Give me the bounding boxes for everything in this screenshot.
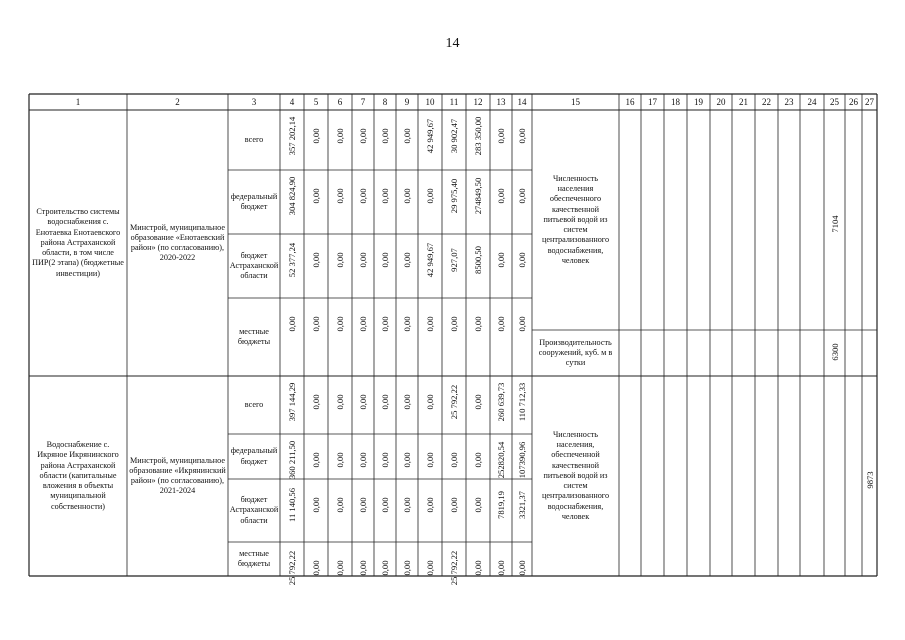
header-cell-6 [328, 94, 352, 110]
indicator-text [535, 376, 616, 576]
budget-value: 107390,96 [517, 441, 527, 479]
budget-value: 0,00 [449, 316, 459, 332]
budget-value: 0,00 [358, 252, 368, 268]
budget-value: 0,00 [311, 452, 321, 468]
budget-value: 0,00 [425, 497, 435, 513]
project-name-text: Строительство системы водоснабжения с. Енотаевка Енотаевского района Астраханской области, в том числе ПИР(2 этапа) (бюджетные инвестиции) [32, 207, 124, 278]
budget-value: 11 140,56 [287, 487, 297, 523]
budget-value: 0,00 [425, 560, 435, 576]
header-cell-16-text: 16 [625, 96, 635, 107]
header-cell-7-text: 7 [360, 96, 366, 107]
budget-value: 0,00 [517, 188, 527, 204]
funding-source-label [229, 376, 279, 434]
header-cell-22 [755, 94, 778, 110]
budget-value: 0,00 [335, 252, 345, 268]
budget-value: 0,00 [358, 316, 368, 332]
header-cell-15 [532, 94, 619, 110]
header-cell-4 [280, 94, 304, 110]
header-cell-10 [418, 94, 442, 110]
header-cell-13-text: 13 [496, 96, 506, 107]
budget-value: 52 377,24 [287, 242, 297, 278]
header-cell-3-text: 3 [251, 96, 257, 107]
header-cell-2 [127, 94, 228, 110]
header-cell-20-text: 20 [716, 96, 726, 107]
funding-source-label-text: бюджет Астраханской области [229, 250, 279, 281]
header-cell-15-text: 15 [571, 96, 580, 107]
project-name [31, 376, 125, 576]
budget-value: 25 792,22 [449, 550, 459, 586]
budget-value: 0,00 [402, 252, 412, 268]
header-cell-21-text: 21 [739, 96, 748, 107]
header-cell-19-text: 19 [694, 96, 703, 107]
header-cell-1-text: 1 [75, 96, 81, 107]
budget-value: 0,00 [311, 394, 321, 410]
project-executor [129, 110, 226, 376]
budget-value: 0,00 [473, 394, 483, 410]
budget-value: 0,00 [380, 497, 390, 513]
header-cell-21 [732, 94, 755, 110]
budget-value: 0,00 [335, 128, 345, 144]
funding-source-label-text: всего [244, 134, 264, 144]
indicator-text-text: Численность населения, обеспеченной качественной питьевой водой из систем централизованного водоснабжения, человек [541, 430, 610, 521]
header-cell-4-text: 4 [289, 96, 295, 107]
budget-value: 0,00 [311, 497, 321, 513]
header-cell-9 [396, 94, 418, 110]
budget-value: 0,00 [449, 497, 459, 513]
indicator-value: 7104 [829, 215, 840, 233]
budget-value: 8500,50 [473, 246, 483, 274]
header-cell-11 [442, 94, 466, 110]
header-cell-24 [800, 94, 824, 110]
indicator-text-text: Производительность сооружений, куб. м в сутки [538, 337, 613, 368]
funding-source-label-text: федеральный бюджет [230, 191, 278, 211]
budget-value: 0,00 [473, 560, 483, 576]
header-cell-12-text: 12 [473, 96, 483, 107]
funding-source-label-text: бюджет Астраханской области [229, 495, 279, 525]
budget-value: 0,00 [517, 252, 527, 268]
header-cell-10-text: 10 [425, 96, 435, 107]
budget-value: 0,00 [311, 316, 321, 332]
header-cell-7 [352, 94, 374, 110]
budget-value: 7819,19 [496, 491, 506, 519]
budget-value: 0,00 [517, 316, 527, 332]
header-cell-9-text: 9 [404, 96, 410, 107]
header-cell-13 [490, 94, 512, 110]
budget-value: 0,00 [380, 188, 390, 204]
funding-source-label-text: всего [244, 399, 264, 409]
budget-value: 3321,37 [517, 491, 527, 519]
budget-value: 260 639,73 [496, 382, 506, 422]
budget-value: 0,00 [496, 188, 506, 204]
header-cell-24-text: 24 [807, 96, 817, 107]
budget-value: 0,00 [380, 128, 390, 144]
header-cell-19 [687, 94, 710, 110]
budget-value: 0,00 [311, 560, 321, 576]
budget-value: 0,00 [496, 252, 506, 268]
header-cell-26 [845, 94, 862, 110]
budget-value: 0,00 [402, 560, 412, 576]
header-cell-2-text: 2 [175, 96, 180, 107]
budget-value: 0,00 [335, 452, 345, 468]
indicator-text [535, 110, 616, 330]
funding-source-label [229, 479, 279, 542]
budget-value: 0,00 [496, 128, 506, 144]
budget-value: 0,00 [358, 394, 368, 410]
budget-value: 0,00 [496, 316, 506, 332]
header-cell-11-text: 11 [449, 96, 459, 107]
header-cell-23 [778, 94, 800, 110]
budget-value: 25 792,22 [287, 550, 297, 586]
budget-value: 397 144,29 [287, 382, 297, 422]
header-cell-6-text: 6 [337, 96, 343, 107]
budget-value: 0,00 [335, 316, 345, 332]
project-name [31, 110, 125, 376]
budget-value: 0,00 [380, 452, 390, 468]
header-cell-5 [304, 94, 328, 110]
header-cell-14-text: 14 [517, 96, 527, 107]
header-cell-8 [374, 94, 396, 110]
budget-value: 0,00 [425, 452, 435, 468]
budget-value: 0,00 [402, 497, 412, 513]
budget-value: 0,00 [335, 560, 345, 576]
budget-value: 0,00 [380, 316, 390, 332]
funding-source-label [229, 110, 279, 170]
budget-value: 0,00 [358, 188, 368, 204]
budget-value: 29 975,40 [449, 178, 459, 214]
budget-value: 357 202,14 [287, 116, 297, 156]
project-name-text: Водоснабжение с. Икряное Икрянинского района Астраханской области (капитальные вложения в объекты муниципальной собственности) [37, 440, 119, 511]
header-cell-14 [512, 94, 532, 110]
budget-value: 304 824,90 [287, 176, 297, 216]
header-cell-27-text: 27 [865, 96, 874, 107]
header-cell-12 [466, 94, 490, 110]
budget-value: 30 902,47 [449, 118, 459, 154]
budget-value: 0,00 [402, 316, 412, 332]
header-cell-20 [710, 94, 732, 110]
budget-value: 0,00 [425, 188, 435, 204]
budget-value: 0,00 [380, 252, 390, 268]
header-cell-17-text: 17 [648, 96, 657, 107]
budget-value: 0,00 [311, 128, 321, 144]
header-cell-23-text: 23 [784, 96, 794, 107]
header-cell-22-text: 22 [762, 96, 771, 107]
budget-value: 0,00 [425, 316, 435, 332]
header-cell-16 [619, 94, 641, 110]
budget-value: 42 949,67 [425, 118, 435, 154]
indicator-value: 9873 [864, 471, 875, 489]
budget-value: 0,00 [496, 560, 506, 576]
budget-value: 0,00 [473, 452, 483, 468]
funding-source-label [229, 170, 279, 234]
budget-value: 0,00 [335, 188, 345, 204]
funding-source-label [229, 234, 279, 298]
project-executor [129, 376, 226, 576]
header-cell-18-text: 18 [671, 96, 680, 107]
budget-value: 0,00 [287, 316, 297, 332]
budget-value: 0,00 [358, 128, 368, 144]
header-cell-26-text: 26 [849, 96, 858, 107]
budget-value: 0,00 [473, 497, 483, 513]
budget-value: 0,00 [425, 394, 435, 410]
project-executor-text: Минстрой, муниципальное образование «Енотаевский район» (по согласованию), 2020-2022 [130, 222, 225, 263]
funding-source-label [229, 298, 279, 376]
budget-value: 274849,50 [473, 177, 483, 215]
indicator-text-text: Численность населения обеспеченного качественной питьевой водой из систем централизованного водоснабжения, человек [541, 174, 610, 265]
header-cell-8-text: 8 [382, 96, 388, 107]
budget-value: 0,00 [358, 560, 368, 576]
header-cell-18 [664, 94, 687, 110]
header-cell-25 [824, 94, 845, 110]
budget-value: 42 949,67 [425, 242, 435, 278]
budget-value: 0,00 [402, 188, 412, 204]
indicator-text [535, 330, 616, 376]
header-cell-3 [228, 94, 280, 110]
funding-source-label-text: местные бюджеты [237, 326, 271, 346]
budget-value: 0,00 [380, 560, 390, 576]
budget-value: 0,00 [311, 188, 321, 204]
budget-value: 0,00 [358, 452, 368, 468]
budget-value: 360 211,50 [287, 440, 297, 480]
header-cell-1 [29, 94, 127, 110]
budget-value: 0,00 [380, 394, 390, 410]
budget-value: 0,00 [449, 452, 459, 468]
header-cell-17 [641, 94, 664, 110]
header-cell-5-text: 5 [313, 96, 319, 107]
indicator-value: 6300 [829, 343, 840, 361]
budget-value: 0,00 [517, 128, 527, 144]
funding-source-label [229, 542, 279, 576]
funding-source-label [229, 434, 279, 479]
budget-value: 0,00 [402, 452, 412, 468]
budget-value: 0,00 [335, 497, 345, 513]
budget-value: 0,00 [402, 394, 412, 410]
budget-value: 0,00 [402, 128, 412, 144]
budget-value: 110 712,33 [517, 382, 527, 422]
budget-value: 0,00 [517, 560, 527, 576]
funding-source-label-text: федеральный бюджет [230, 446, 278, 466]
header-cell-27 [862, 94, 877, 110]
budget-value: 927,07 [449, 248, 459, 272]
budget-value: 0,00 [358, 497, 368, 513]
header-cell-25-text: 25 [830, 96, 839, 107]
budget-value: 0,00 [335, 394, 345, 410]
budget-value: 283 350,00 [473, 116, 483, 156]
page-number: 14 [445, 36, 460, 51]
budget-value: 25 792,22 [449, 384, 459, 420]
funding-source-label-text: местные бюджеты [237, 548, 271, 568]
budget-value: 0,00 [311, 252, 321, 268]
budget-value: 0,00 [473, 316, 483, 332]
budget-value: 252820,54 [496, 441, 506, 479]
project-executor-text: Минстрой, муниципальное образование «Икрянинский район» (по согласованию), 2021-2024 [129, 455, 226, 496]
